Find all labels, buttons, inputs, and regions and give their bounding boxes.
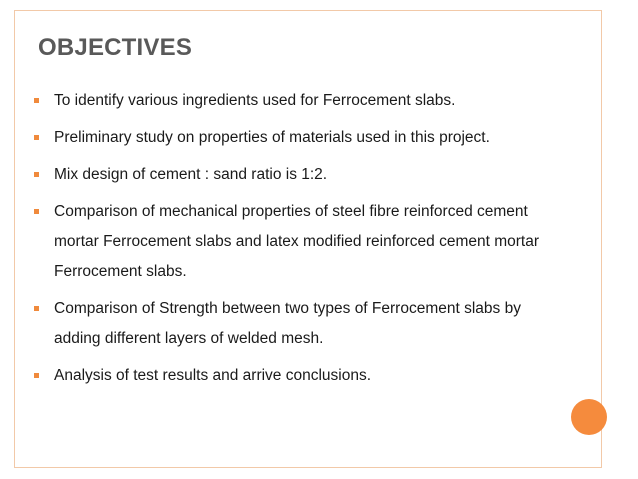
square-bullet-icon xyxy=(34,209,39,214)
list-item-text: To identify various ingredients used for Ferrocement slabs. xyxy=(54,92,456,109)
square-bullet-icon xyxy=(34,373,39,378)
list-item xyxy=(34,197,554,287)
square-bullet-icon xyxy=(34,172,39,177)
list-item xyxy=(34,294,554,354)
list-item xyxy=(34,361,554,391)
list-item-text: Comparison of mechanical properties of steel fibre reinforced cement mortar Ferrocement slabs and latex modified reinforced cement mortar Ferrocement slabs. xyxy=(54,203,540,280)
list-item xyxy=(34,86,554,116)
list-item-text: Preliminary study on properties of materials used in this project. xyxy=(54,129,490,146)
list-item xyxy=(34,123,554,153)
list-item xyxy=(34,160,554,190)
decorative-circle-icon xyxy=(571,399,607,435)
square-bullet-icon xyxy=(34,135,39,140)
slide-title: OBJECTIVES xyxy=(38,34,193,61)
list-item-text: Mix design of cement : sand ratio is 1:2. xyxy=(54,166,328,183)
list-item-text: Comparison of Strength between two types of Ferrocement slabs by adding different layers of welded mesh. xyxy=(54,300,521,347)
square-bullet-icon xyxy=(34,98,39,103)
objectives-list xyxy=(34,86,554,398)
list-item-text: Analysis of test results and arrive conclusions. xyxy=(54,367,372,384)
square-bullet-icon xyxy=(34,306,39,311)
